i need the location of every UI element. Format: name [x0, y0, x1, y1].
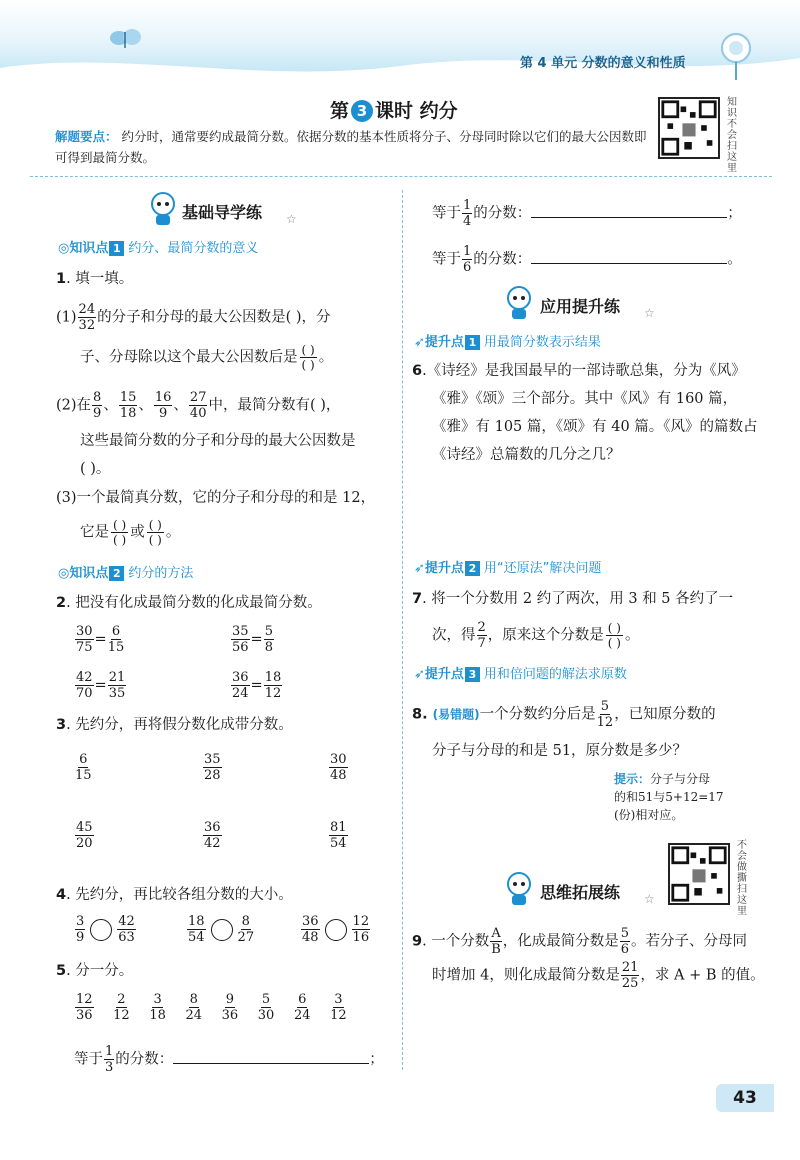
q8-line1: 8. (易错题)一个分数约分后是 $\frac{5}{12}$ ，已知原分数的 [412, 699, 716, 730]
blank-fraction[interactable]: $\frac{( )}{( )}$ [607, 621, 621, 650]
lesson-title: 第 3 课时 约分 [330, 100, 458, 122]
q3-item: $\frac{45}{20}$ [76, 820, 93, 851]
rocket-icon: ➶ [414, 667, 425, 682]
qr-side-text: 知识不会扫这里 [727, 97, 737, 174]
q8-hint: 提示：分子与分母 的和51与5+12=17 (份)相对应。 [614, 772, 724, 822]
q1-part2-line3[interactable]: ( )。 [80, 461, 111, 477]
answer-line[interactable] [531, 248, 727, 264]
section-applied-title: 应用提升练 [540, 297, 621, 316]
q1-part3-line1: (3)一个最简真分数，它的分子和分母的和是 12， [56, 490, 376, 506]
hint-label: 提示： [614, 772, 651, 786]
mascot-icon [504, 872, 534, 906]
mascot-icon [504, 286, 534, 320]
q5-answer-one-third: 等于 $\frac{1}{3}$ 的分数： ； [74, 1044, 384, 1075]
q3-item: $\frac{81}{54}$ [330, 820, 347, 851]
fraction: $\frac{27}{40}$ [189, 390, 207, 421]
blank-fraction[interactable]: $\frac{( )}{( )}$ [148, 518, 162, 547]
q4-compare-2: $\frac{18}{54}$ $\frac{8}{27}$ [188, 914, 255, 945]
q3-item: $\frac{30}{48}$ [330, 752, 347, 783]
compare-circle[interactable] [325, 919, 347, 941]
improvement-point-3: ➶提升点 3 用和倍问题的解法求原数 [414, 667, 627, 682]
q7-line1: 7. 将一个分数用 2 约了两次，用 3 和 5 各约了一 [412, 591, 734, 607]
question-4-title: 4. 先约分，再比较各组分数的大小。 [56, 887, 293, 903]
q2-item-2: $\frac{35}{56}$ = $\frac{5}{8}$ [232, 624, 273, 655]
q6-line1: 6.《诗经》是我国最早的一部诗歌总集，分为《风》 [412, 363, 746, 379]
rocket-icon: ➶ [414, 561, 425, 576]
star-icon: ☆ [286, 212, 297, 226]
compare-circle[interactable] [90, 919, 112, 941]
column-divider [402, 190, 403, 1070]
lesson-number-badge: 3 [351, 100, 373, 122]
q6-line4: 《诗经》总篇数的几分之几？ [432, 447, 621, 463]
question-3-title: 3. 先约分，再将假分数化成带分数。 [56, 717, 293, 733]
compare-circle[interactable] [211, 919, 233, 941]
rocket-icon: ➶ [414, 335, 425, 350]
qr-code-icon[interactable] [658, 97, 720, 159]
error-prone-tag: (易错题) [432, 707, 480, 722]
q5-answer-one-fourth: 等于 $\frac{1}{4}$ 的分数： ； [432, 198, 742, 229]
q3-item: $\frac{35}{28}$ [204, 752, 221, 783]
q4-compare-3: $\frac{36}{48}$ $\frac{12}{16}$ [302, 914, 370, 945]
mascot-icon [148, 192, 178, 226]
blank-fraction[interactable]: $\frac{( )}{( )}$ [113, 518, 127, 547]
q1-part2-line2: 这些最简分数的分子和分母的最大公因数是 [80, 433, 356, 449]
question-1-title: 1. 填一填。 [56, 271, 134, 287]
q3-item: $\frac{6}{15}$ [75, 752, 92, 783]
q1-part3-line2: 它是 $\frac{( )}{( )}$ 或 $\frac{( )}{( )}$ 。 [80, 518, 181, 547]
q3-item: $\frac{36}{42}$ [204, 820, 221, 851]
page-number: 43 [716, 1084, 774, 1112]
q1-part2-line1: (2)在 $\frac{8}{9}$ 、 $\frac{15}{18}$ 、 $\frac{16}{9}$ 、 $\frac{27}{40}$ 中，最简分数有( )， [56, 390, 341, 421]
solving-tip [55, 126, 650, 168]
q1-part1-line1: (1) $\frac{24}{32}$ 的分子和分母的最大公因数是( )，分 [56, 302, 331, 333]
qr-code-icon[interactable] [668, 843, 730, 905]
target-icon: ◎ [58, 566, 70, 581]
question-2-title: 2. 把没有化成最简分数的化成最简分数。 [56, 595, 322, 611]
fraction: $\frac{15}{18}$ [119, 390, 137, 421]
section-basic-title: 基础导学练 [182, 203, 263, 222]
knowledge-point-2: ◎知识点 2 约分的方法 [58, 566, 194, 581]
q2-item-1: $\frac{30}{75}$ = $\frac{6}{15}$ [76, 624, 125, 655]
target-icon: ◎ [58, 241, 70, 256]
header-divider [30, 176, 772, 177]
tip-text: 约分时，通常要约成最简分数。依据分数的基本性质将分子、分母同时除以它们的最大公因数即可得到最简分数。 [55, 129, 647, 165]
improvement-point-2: ➶提升点 2 用“还原法”解决问题 [414, 561, 602, 576]
section-extension-title: 思维拓展练 [540, 883, 621, 902]
q8-line2: 分子与分母的和是 51，原分数是多少？ [432, 743, 688, 759]
q5-answer-one-sixth: 等于 $\frac{1}{6}$ 的分数： 。 [432, 244, 742, 275]
unit-label: 第 4 单元 分数的意义和性质 [520, 56, 686, 71]
improvement-point-1: ➶提升点 1 用最简分数表示结果 [414, 335, 601, 350]
fraction: $\frac{16}{9}$ [154, 390, 172, 421]
qr-side-text: 不会做撕扫这里 [737, 840, 747, 917]
q6-line3: 《雅》有 105 篇，《颂》有 40 篇。《风》的篇数占 [432, 419, 758, 435]
q5-fraction-list: $\frac{12}{36}$ $\frac{2}{12}$ $\frac{3}{18}$ $\frac{8}{24}$ $\frac{9}{36}$ $\frac{5}{30}$ $\frac{6}{24}$ $\frac{3}{12}$ [76, 992, 347, 1023]
q2-item-4: $\frac{36}{24}$ = $\frac{18}{12}$ [232, 670, 282, 701]
blank-fraction[interactable]: $\frac{( )}{( )}$ [301, 343, 315, 372]
answer-line[interactable] [173, 1048, 369, 1064]
tip-label: 解题要点： [55, 129, 118, 144]
butterfly-icon [108, 26, 144, 54]
q1-part1-line2: 子、分母除以这个最大公因数后是 $\frac{( )}{( )}$ 。 [80, 343, 334, 372]
q9-line2: 时增加 4，则化成最简分数是 $\frac{21}{25}$ ，求 A + B 的值。 [432, 960, 765, 991]
q4-compare-1: $\frac{3}{9}$ $\frac{42}{63}$ [76, 914, 135, 945]
answer-line[interactable] [531, 202, 727, 218]
star-icon: ☆ [644, 892, 655, 906]
star-icon: ☆ [644, 306, 655, 320]
q7-line2: 次，得 $\frac{2}{7}$ ，原来这个分数是 $\frac{( )}{( )}$ 。 [432, 620, 640, 651]
question-5-title: 5. 分一分。 [56, 963, 134, 979]
q9-line1: 9. 一个分数 $\frac{A}{B}$ ，化成最简分数是 $\frac{5}{6}$ 。若分子、分母同 [412, 926, 747, 957]
q2-item-3: $\frac{42}{70}$ = $\frac{21}{35}$ [76, 670, 126, 701]
fraction: $\frac{8}{9}$ [93, 390, 102, 421]
knowledge-point-1: ◎知识点 1 约分、最简分数的意义 [58, 241, 259, 256]
sunflower-icon [712, 30, 760, 80]
fraction: $\frac{24}{32}$ [78, 302, 96, 333]
q6-line2: 《雅》《颂》三个部分。其中《风》有 160 篇， [432, 391, 738, 407]
